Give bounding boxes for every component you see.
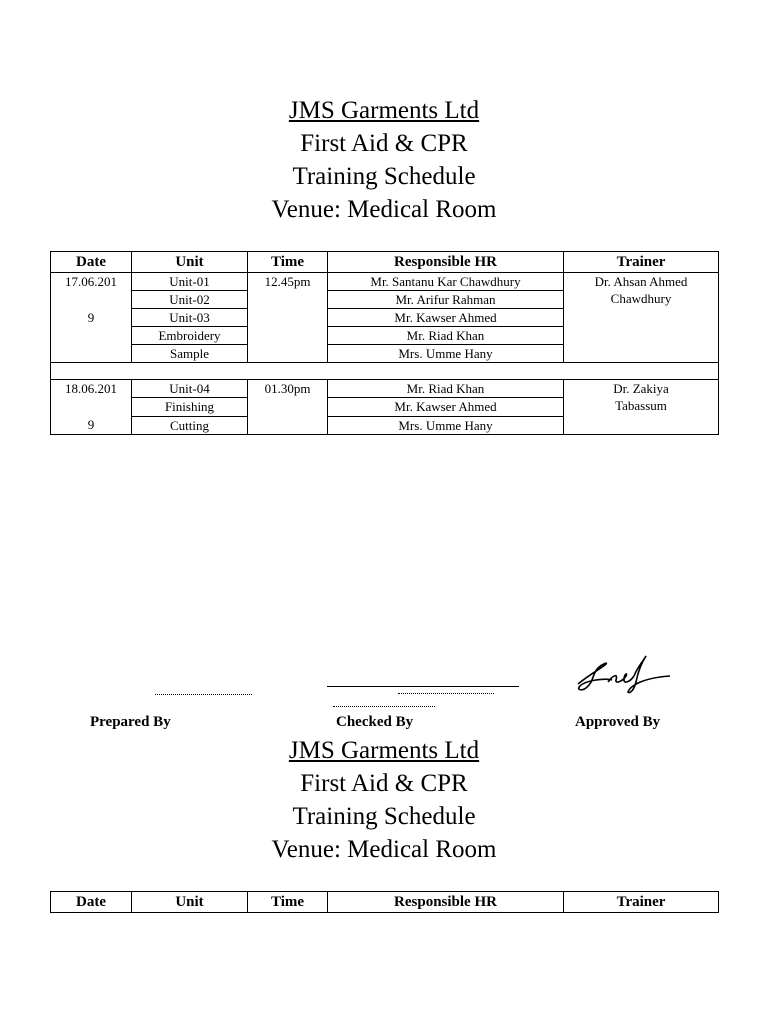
- trainer-name: Dr. Zakiya: [613, 381, 669, 396]
- session-time: 01.30pm: [248, 380, 328, 435]
- date-text-continued: 9: [87, 417, 95, 432]
- header-subtitle: First Aid & CPR: [300, 770, 468, 797]
- column-header-responsible-hr: Responsible HR: [328, 252, 564, 273]
- prepared-by-label: Prepared By: [90, 714, 171, 730]
- company-name: JMS Garments Ltd: [288, 97, 480, 124]
- column-header-time: Time: [248, 892, 328, 913]
- checked-by-label: Checked By: [336, 714, 414, 730]
- trainer-name-continued: Tabassum: [615, 398, 667, 413]
- unit-cell: Finishing: [132, 398, 248, 416]
- company-name: JMS Garments Ltd: [288, 737, 480, 764]
- unit-cell: Unit-03: [132, 309, 248, 327]
- session-trainer: [564, 273, 719, 363]
- session-time: 12.45pm: [248, 273, 328, 363]
- header-subtitle: First Aid & CPR: [300, 130, 468, 157]
- unit-cell: Unit-02: [132, 291, 248, 309]
- table-header-row: [51, 892, 719, 913]
- prepared-signature-line: [155, 694, 252, 695]
- column-header-responsible-hr: Responsible HR: [328, 892, 564, 913]
- hr-cell: Mrs. Umme Hany: [328, 416, 564, 434]
- header-title: Training Schedule: [292, 163, 476, 190]
- header-title: Training Schedule: [292, 803, 476, 830]
- document-header: [0, 94, 768, 226]
- hr-cell: Mr. Santanu Kar Chawdhury: [328, 273, 564, 291]
- date-text: 17.06.201: [65, 274, 117, 289]
- unit-cell: Unit-01: [132, 273, 248, 291]
- column-header-trainer: Trainer: [564, 892, 719, 913]
- spacer-cell: [51, 363, 719, 380]
- column-header-date: Date: [51, 252, 132, 273]
- column-header-unit: Unit: [132, 252, 248, 273]
- session-date: [51, 273, 132, 363]
- unit-cell: Unit-04: [132, 380, 248, 398]
- approved-by-label: Approved By: [575, 714, 661, 730]
- table-row: [51, 273, 719, 291]
- schedule-table-repeat: [50, 891, 719, 913]
- document-header-repeat: [0, 734, 768, 866]
- hr-cell: Mr. Riad Khan: [328, 327, 564, 345]
- checked-signature-line-lower: [333, 706, 435, 707]
- unit-cell: Sample: [132, 345, 248, 363]
- date-text: 18.06.201: [65, 381, 117, 396]
- hr-cell: Mrs. Umme Hany: [328, 345, 564, 363]
- hr-cell: Mr. Riad Khan: [328, 380, 564, 398]
- column-header-unit: Unit: [132, 892, 248, 913]
- approved-signature-mark: [572, 652, 678, 698]
- session-date: [51, 380, 132, 435]
- date-text-continued: 9: [87, 310, 95, 325]
- hr-cell: Mr. Arifur Rahman: [328, 291, 564, 309]
- session-trainer: [564, 380, 719, 435]
- unit-cell: Cutting: [132, 416, 248, 434]
- unit-cell: Embroidery: [132, 327, 248, 345]
- spacer-row: [51, 363, 719, 380]
- hr-cell: Mr. Kawser Ahmed: [328, 309, 564, 327]
- header-venue: Venue: Medical Room: [271, 836, 497, 863]
- header-venue: Venue: Medical Room: [271, 196, 497, 223]
- trainer-name: Dr. Ahsan Ahmed: [594, 274, 688, 289]
- checked-signature-line: [398, 693, 494, 694]
- trainer-name-continued: Chawdhury: [610, 291, 672, 306]
- column-header-trainer: Trainer: [564, 252, 719, 273]
- hr-cell: Mr. Kawser Ahmed: [328, 398, 564, 416]
- table-row: [51, 380, 719, 398]
- column-header-time: Time: [248, 252, 328, 273]
- table-header-row: [51, 252, 719, 273]
- column-header-date: Date: [51, 892, 132, 913]
- schedule-table: [50, 251, 719, 435]
- checked-signature-underline: [327, 686, 519, 687]
